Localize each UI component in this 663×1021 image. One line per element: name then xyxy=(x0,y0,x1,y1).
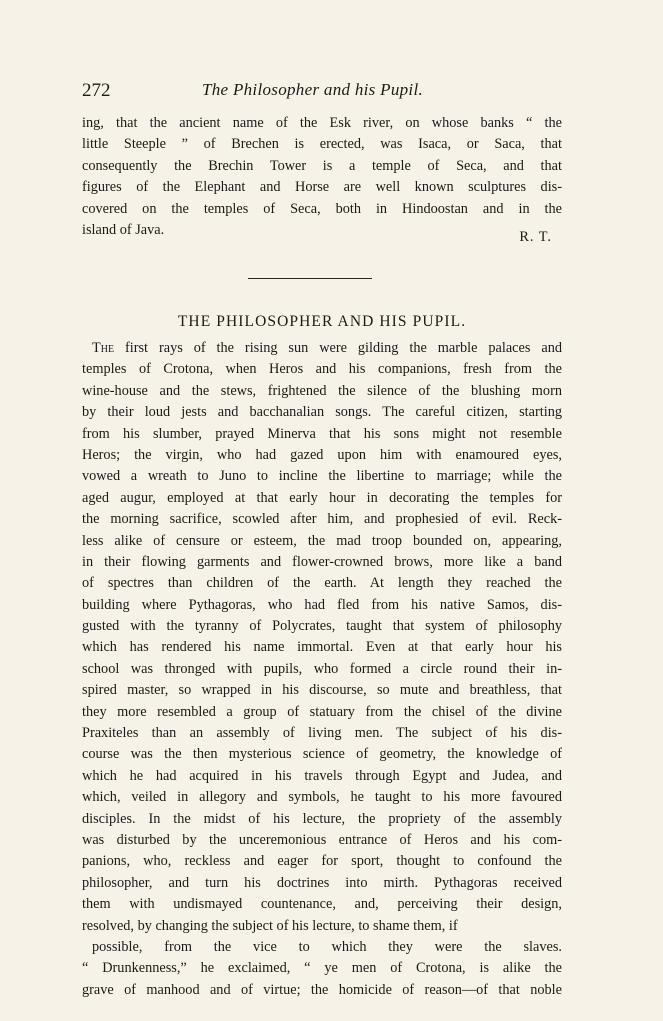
text-line: consequently the Brechin Tower is a temple of Seca, and that xyxy=(82,157,562,174)
text-line: ing, that the ancient name of the Esk river, on whose banks “ the xyxy=(82,115,562,131)
text-line: “ Drunkenness,” he exclaimed, “ ye men of Crotona, is alike the xyxy=(82,960,562,977)
running-head xyxy=(82,80,562,104)
text-line-first xyxy=(82,338,562,359)
text-line: temples of Crotona, when Heros and his companions, fresh from the xyxy=(82,361,562,378)
text-line: wine-house and the stews, frightened the silence of the blushing morn xyxy=(82,382,562,399)
text-line: was disturbed by the unceremonious entrance of Heros and his com- xyxy=(82,831,562,848)
text-line: grave of manhood and of virtue; the homicide of reason—of that noble xyxy=(82,981,562,998)
text-line: philosopher, and turn his doctrines into mirth. Pythagoras received xyxy=(82,874,562,891)
author-signature: R. T. xyxy=(519,229,552,245)
intro-paragraph xyxy=(82,113,562,241)
text-line: they more resembled a group of statuary from the chisel of the divine xyxy=(82,703,562,720)
section-divider xyxy=(248,278,372,279)
text-line: possible, from the vice to which they were the slaves. xyxy=(92,938,562,955)
text-line: course was the then mysterious science of geometry, the knowledge of xyxy=(82,746,562,763)
article-body xyxy=(82,338,562,1001)
text-line: which, veiled in allegory and symbols, he taught to his more favoured xyxy=(82,789,562,806)
text-line: school was thronged with pupils, who formed a circle round their in- xyxy=(82,660,562,677)
text-line: panions, who, reckless and eager for sport, thought to confound the xyxy=(82,853,562,870)
text-line: figures of the Elephant and Horse are well known sculptures dis- xyxy=(82,179,562,196)
text-line: disciples. In the midst of his lecture, the propriety of the assembly xyxy=(82,810,562,827)
text-line: Praxiteles than an assembly of living men. The subject of his dis- xyxy=(82,725,562,742)
text-line: which he had acquired in his travels through Egypt and Judea, and xyxy=(82,767,562,784)
running-title: The Philosopher and his Pupil. xyxy=(202,80,424,99)
text-line: aged augur, employed at that early hour in decorating the temples for xyxy=(82,489,562,506)
page-number: 272 xyxy=(82,80,111,101)
text-line: in their flowing garments and flower-crowned brows, more like a band xyxy=(82,553,562,570)
text-line: spired master, so wrapped in his discourse, so mute and breathless, that xyxy=(82,682,562,699)
drop-word: The xyxy=(92,340,115,356)
text-line: building where Pythagoras, who had fled from his native Samos, dis- xyxy=(82,596,562,613)
text-line: less alike of censure or esteem, the mad troop bounded on, appearing, xyxy=(82,532,562,549)
text-line: resolved, by changing the subject of his lecture, to shame them, if xyxy=(82,917,458,934)
text-line: by their loud jests and bacchanalian songs. The careful citizen, starting xyxy=(82,404,562,421)
text-line: vowed a wreath to Juno to incline the libertine to marriage; while the xyxy=(82,468,562,485)
text-line: gusted with the tyranny of Polycrates, taught that system of philosophy xyxy=(82,618,562,635)
first-line-text: first rays of the rising sun were gilding the marble palaces and xyxy=(114,340,562,356)
text-line: Heros; the virgin, who had gazed upon him with enamoured eyes, xyxy=(82,446,562,463)
text-line: covered on the temples of Seca, both in Hindoostan and in the xyxy=(82,200,562,217)
text-line: of spectres than children of the earth. At length they reached the xyxy=(82,575,562,592)
text-line: the morning sacrifice, scowled after him, and prophesied of evil. Reck- xyxy=(82,511,562,528)
text-line: little Steeple ” of Brechen is erected, was Isaca, or Saca, that xyxy=(82,136,562,153)
text-line: them with undismayed countenance, and, perceiving their design, xyxy=(82,896,562,913)
text-line: island of Java. xyxy=(82,221,165,238)
text-line: which has rendered his name immortal. Even at that early hour his xyxy=(82,639,562,656)
text-line: from his slumber, prayed Minerva that his sons might not resemble xyxy=(82,425,562,442)
article-title: THE PHILOSOPHER AND HIS PUPIL. xyxy=(177,313,467,330)
